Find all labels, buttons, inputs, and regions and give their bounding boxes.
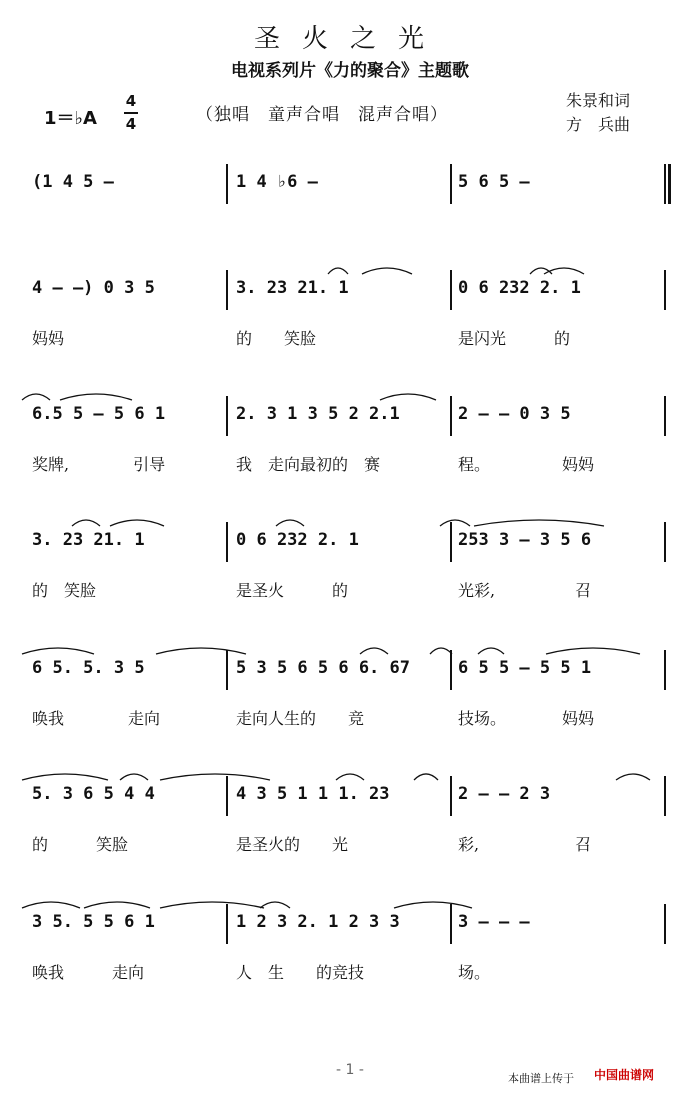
lyric-line: 唤我 走向 <box>32 963 145 982</box>
slur-arc <box>120 774 148 780</box>
slur-arc <box>22 648 94 654</box>
lyric-line: 场。 <box>458 963 491 982</box>
voices-note: （独唱 童声合唱 混声合唱） <box>196 105 448 125</box>
page-number: - 1 - <box>336 1062 364 1078</box>
slur-arc <box>60 394 132 400</box>
slur-arc <box>260 902 290 908</box>
slur-arc <box>544 268 584 274</box>
slur-arc <box>380 394 436 400</box>
measure-notes: (1 4 5 – <box>32 172 114 192</box>
slur-arc <box>478 648 504 654</box>
lyric-line: 的 笑脸 <box>32 835 129 854</box>
slur-arc <box>22 394 50 400</box>
measure-notes: 2 – – 2 3 <box>458 784 551 804</box>
slur-arc <box>546 648 640 654</box>
slur-arc <box>430 648 452 654</box>
slur-arc <box>160 902 264 908</box>
measure-notes: 253 3 – 3 5 6 <box>458 530 592 550</box>
slur-arc <box>84 902 150 908</box>
measure-notes: 5 6 5 – <box>458 172 530 192</box>
slur-arc <box>474 520 604 526</box>
time-signature-bottom: 4 <box>125 115 137 133</box>
measure-notes: 0 6 232 2. 1 <box>236 530 359 550</box>
lyric-line: 技场。 妈妈 <box>458 709 595 728</box>
slur-arc <box>394 902 472 908</box>
measure-notes: 6.5 5 – 5 6 1 <box>32 404 166 424</box>
key-signature: 1＝♭A <box>44 108 97 129</box>
lyric-line: 人 生 的竞技 <box>236 963 365 982</box>
lyricist-credit: 朱景和词 <box>566 91 631 110</box>
lyric-line: 唤我 走向 <box>32 709 161 728</box>
lyric-line: 彩, 召 <box>458 835 592 854</box>
measure-notes: 4 – –) 0 3 5 <box>32 278 155 298</box>
song-subtitle: 电视系列片《力的聚合》主题歌 <box>231 61 469 81</box>
slur-arc <box>414 774 438 780</box>
measure-notes: 2. 3 1 3 5 2 2.1 <box>236 404 400 424</box>
measure-notes: 3. 23 21. 1 <box>32 530 145 550</box>
lyric-line: 走向人生的 竞 <box>236 709 365 728</box>
measure-notes: 6 5. 5. 3 5 <box>32 658 145 678</box>
slur-arc <box>336 774 364 780</box>
time-signature-top: 4 <box>125 92 137 110</box>
lyric-line: 是闪光 的 <box>458 329 571 348</box>
measure-notes: 0 6 232 2. 1 <box>458 278 581 298</box>
measure-notes: 3 5. 5 5 6 1 <box>32 912 155 932</box>
slur-arc <box>362 268 412 274</box>
slur-arc <box>72 520 100 526</box>
slur-arc <box>22 774 108 780</box>
lyric-line: 的 笑脸 <box>236 329 317 348</box>
measure-notes: 1 4 ♭6 – <box>236 172 318 192</box>
slur-arc <box>156 648 246 654</box>
slur-arc <box>328 268 348 274</box>
slur-arc <box>616 774 650 780</box>
slur-arc <box>160 774 270 780</box>
lyric-line: 妈妈 <box>32 329 65 348</box>
slur-arc <box>276 520 304 526</box>
lyric-line: 是圣火 的 <box>236 581 349 600</box>
lyric-line: 程。 妈妈 <box>458 455 595 474</box>
song-title: 圣火之光 <box>253 24 446 54</box>
measure-notes: 6 5 5 – 5 5 1 <box>458 658 592 678</box>
lyric-line: 光彩, 召 <box>458 581 592 600</box>
measure-notes: 3 – – – <box>458 912 530 932</box>
measure-notes: 5. 3 6 5 4 4 <box>32 784 155 804</box>
measure-notes: 2 – – 0 3 5 <box>458 404 571 424</box>
measure-notes: 3. 23 21. 1 <box>236 278 349 298</box>
measure-notes: 1 2 3 2. 1 2 3 3 <box>236 912 400 932</box>
lyric-line: 奖牌, 引导 <box>32 455 166 474</box>
upload-note: 本曲谱上传于 <box>508 1072 574 1085</box>
site-logo: 中国曲谱网 <box>594 1068 655 1082</box>
lyric-line: 是圣火的 光 <box>236 835 349 854</box>
lyric-line: 我 走向最初的 赛 <box>236 455 381 474</box>
slur-arc <box>440 520 470 526</box>
lyric-line: 的 笑脸 <box>32 581 97 600</box>
slur-arc <box>360 648 388 654</box>
measure-notes: 4 3 5 1 1 1. 23 <box>236 784 390 804</box>
composer-credit: 方 兵曲 <box>566 115 631 134</box>
slur-arc <box>110 520 164 526</box>
slur-arc <box>22 902 80 908</box>
measure-notes: 5 3 5 6 5 6 6. 67 <box>236 658 410 678</box>
